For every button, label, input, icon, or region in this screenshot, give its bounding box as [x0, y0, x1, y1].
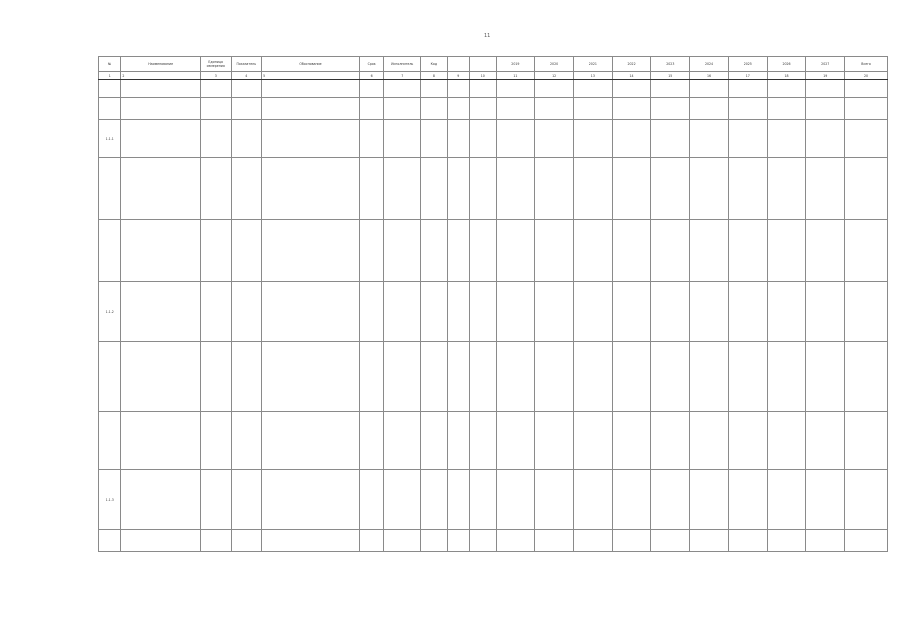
table-cell — [262, 282, 360, 342]
table-cell — [384, 342, 421, 412]
table-cell: 1.1.2 — [99, 282, 121, 342]
table-cell — [262, 158, 360, 220]
table-cell — [728, 80, 767, 98]
table-cell — [200, 80, 231, 98]
table-cell — [200, 282, 231, 342]
table-cell — [447, 282, 469, 342]
table-cell — [496, 158, 535, 220]
table-cell — [651, 158, 690, 220]
table-cell — [470, 158, 497, 220]
table-cell — [767, 342, 806, 412]
table-cell — [651, 412, 690, 470]
table-cell — [262, 412, 360, 470]
table-cell: 19 — [806, 72, 845, 80]
table-row — [99, 72, 888, 80]
table-cell — [384, 412, 421, 470]
table-cell — [728, 342, 767, 412]
table-cell — [806, 412, 845, 470]
table-cell — [728, 98, 767, 120]
table-cell — [200, 158, 231, 220]
table-cell — [651, 80, 690, 98]
table-cell — [447, 80, 469, 98]
table-cell — [651, 530, 690, 552]
table-cell — [421, 412, 448, 470]
table-cell — [421, 120, 448, 158]
table-cell — [573, 220, 612, 282]
table-cell — [612, 530, 651, 552]
column-header: Показатель — [231, 57, 262, 72]
table-cell — [99, 80, 121, 98]
table-cell — [573, 158, 612, 220]
table-cell — [447, 470, 469, 530]
table-cell — [690, 342, 729, 412]
table-cell — [421, 80, 448, 98]
table-cell — [99, 530, 121, 552]
table-cell: 10 — [470, 72, 497, 80]
table-cell — [231, 98, 262, 120]
table-cell — [651, 470, 690, 530]
column-header: 2026 — [767, 57, 806, 72]
table-cell — [767, 530, 806, 552]
table-cell — [612, 470, 651, 530]
table-cell — [767, 120, 806, 158]
table-cell — [121, 98, 201, 120]
table-cell — [845, 220, 888, 282]
table-cell — [231, 282, 262, 342]
column-header: Наименование — [121, 57, 201, 72]
table-cell — [806, 98, 845, 120]
table-cell — [384, 120, 421, 158]
table-cell — [121, 220, 201, 282]
table-cell — [384, 80, 421, 98]
table-cell — [200, 530, 231, 552]
table-cell — [231, 412, 262, 470]
table-cell — [690, 412, 729, 470]
table-row — [99, 98, 888, 120]
table-cell — [421, 158, 448, 220]
table-row — [99, 412, 888, 470]
table-cell — [262, 80, 360, 98]
table-cell — [359, 80, 383, 98]
table-cell — [384, 98, 421, 120]
table-cell — [359, 158, 383, 220]
table-cell — [612, 282, 651, 342]
table-cell — [690, 530, 729, 552]
table-cell — [535, 470, 574, 530]
table-cell — [447, 158, 469, 220]
table-cell — [651, 282, 690, 342]
table-cell — [535, 158, 574, 220]
table-cell — [651, 220, 690, 282]
table-cell — [535, 98, 574, 120]
table-cell — [573, 412, 612, 470]
table-cell — [535, 342, 574, 412]
column-header: 2021 — [573, 57, 612, 72]
table-row — [99, 220, 888, 282]
table-row — [99, 342, 888, 412]
table-cell — [806, 470, 845, 530]
table-cell — [121, 120, 201, 158]
table-cell: 11 — [496, 72, 535, 80]
table-cell — [496, 342, 535, 412]
table-cell — [231, 220, 262, 282]
table-cell — [806, 220, 845, 282]
table-cell: 17 — [728, 72, 767, 80]
column-header: № — [99, 57, 121, 72]
table-cell — [612, 220, 651, 282]
table-cell: 1 — [99, 72, 121, 80]
table-cell — [470, 342, 497, 412]
table-cell — [806, 120, 845, 158]
table-cell — [496, 120, 535, 158]
table-cell — [690, 98, 729, 120]
column-header: 2025 — [728, 57, 767, 72]
table-cell — [121, 530, 201, 552]
table-cell — [728, 220, 767, 282]
table-cell — [447, 412, 469, 470]
table-cell — [421, 282, 448, 342]
table-cell — [845, 120, 888, 158]
table-cell — [535, 412, 574, 470]
table-cell — [121, 342, 201, 412]
table-cell — [612, 342, 651, 412]
table-cell — [651, 98, 690, 120]
table-cell — [535, 220, 574, 282]
table-cell — [690, 120, 729, 158]
table-cell — [845, 342, 888, 412]
column-header: Единица измерения — [200, 57, 231, 72]
table-cell — [121, 282, 201, 342]
column-header: Код — [421, 57, 448, 72]
table-cell — [384, 158, 421, 220]
table-cell — [573, 470, 612, 530]
table-cell — [690, 470, 729, 530]
table-cell: 6 — [359, 72, 383, 80]
table-cell — [845, 470, 888, 530]
table-cell — [231, 80, 262, 98]
table-cell — [359, 282, 383, 342]
table-cell — [496, 98, 535, 120]
table-cell — [573, 98, 612, 120]
table-cell: 1.1.3 — [99, 470, 121, 530]
table-cell — [728, 412, 767, 470]
column-header: Обоснование — [262, 57, 360, 72]
table-cell — [262, 342, 360, 412]
table-cell — [200, 470, 231, 530]
table-cell — [359, 220, 383, 282]
table-cell — [262, 470, 360, 530]
table-cell — [767, 470, 806, 530]
column-header: 2024 — [690, 57, 729, 72]
table-cell — [470, 220, 497, 282]
table-cell: 7 — [384, 72, 421, 80]
table-cell — [535, 120, 574, 158]
column-header — [470, 57, 497, 72]
table-cell — [421, 470, 448, 530]
table-row — [99, 80, 888, 98]
table-cell — [200, 120, 231, 158]
table-cell: 5 — [262, 72, 360, 80]
table-cell — [535, 282, 574, 342]
table-cell — [262, 530, 360, 552]
table-cell — [690, 220, 729, 282]
table-cell — [121, 470, 201, 530]
table-cell — [359, 98, 383, 120]
table-cell — [728, 120, 767, 158]
table-cell — [573, 282, 612, 342]
table-cell — [806, 158, 845, 220]
table-cell — [262, 98, 360, 120]
table-cell — [231, 342, 262, 412]
table-cell — [470, 120, 497, 158]
table-cell — [99, 412, 121, 470]
table-cell: 13 — [573, 72, 612, 80]
table-cell — [651, 342, 690, 412]
table-cell — [200, 342, 231, 412]
table-row — [99, 530, 888, 552]
table-cell — [470, 80, 497, 98]
table-cell: 4 — [231, 72, 262, 80]
table-cell — [767, 412, 806, 470]
table-cell — [496, 80, 535, 98]
table-cell — [728, 158, 767, 220]
table-cell — [421, 98, 448, 120]
table-cell — [447, 220, 469, 282]
table-cell — [470, 470, 497, 530]
table-cell — [612, 158, 651, 220]
table-cell: 15 — [651, 72, 690, 80]
table-cell — [728, 530, 767, 552]
table-cell — [612, 80, 651, 98]
table-cell — [767, 220, 806, 282]
table-cell — [231, 530, 262, 552]
table-cell — [612, 120, 651, 158]
table-row — [99, 470, 888, 530]
column-header: Срок — [359, 57, 383, 72]
table-cell — [99, 158, 121, 220]
table-cell — [767, 80, 806, 98]
table-cell — [447, 530, 469, 552]
table-cell — [231, 470, 262, 530]
column-header: 2019 — [496, 57, 535, 72]
table-cell — [470, 412, 497, 470]
table-cell — [573, 530, 612, 552]
table-cell: 3 — [200, 72, 231, 80]
table-cell: 20 — [845, 72, 888, 80]
table-cell — [384, 220, 421, 282]
table-cell — [359, 530, 383, 552]
table-cell — [384, 282, 421, 342]
table-cell: 8 — [421, 72, 448, 80]
table-cell: 2 — [121, 72, 201, 80]
table-header-row — [99, 57, 888, 72]
table-cell — [845, 530, 888, 552]
table-cell — [767, 158, 806, 220]
page-number: 11 — [484, 33, 491, 39]
table-cell — [384, 470, 421, 530]
table-cell — [845, 282, 888, 342]
table-cell — [690, 158, 729, 220]
table-cell — [496, 220, 535, 282]
table-cell — [535, 530, 574, 552]
table-cell — [384, 530, 421, 552]
table-cell: 9 — [447, 72, 469, 80]
table-cell — [421, 530, 448, 552]
data-table — [98, 56, 888, 552]
table-cell — [359, 342, 383, 412]
table-body — [99, 72, 888, 552]
table-cell — [612, 98, 651, 120]
table-cell — [447, 98, 469, 120]
table-row — [99, 120, 888, 158]
table-cell — [200, 220, 231, 282]
table-cell — [651, 120, 690, 158]
table-cell — [99, 98, 121, 120]
table-cell — [767, 98, 806, 120]
table-cell — [262, 220, 360, 282]
table-cell — [359, 412, 383, 470]
table-cell — [845, 412, 888, 470]
table-cell — [421, 342, 448, 412]
table-cell — [496, 530, 535, 552]
table-cell — [421, 220, 448, 282]
table-cell — [121, 158, 201, 220]
table-cell: 12 — [535, 72, 574, 80]
column-header — [447, 57, 469, 72]
table-cell — [806, 80, 845, 98]
table-cell — [447, 342, 469, 412]
column-header: 2020 — [535, 57, 574, 72]
table-cell — [470, 282, 497, 342]
table-cell — [262, 120, 360, 158]
table-cell — [573, 80, 612, 98]
table-cell — [231, 158, 262, 220]
table-cell — [496, 470, 535, 530]
table-cell — [496, 282, 535, 342]
table-cell — [496, 412, 535, 470]
table-cell — [121, 412, 201, 470]
table-cell: 1.1.1 — [99, 120, 121, 158]
table-cell — [470, 98, 497, 120]
table-cell — [806, 342, 845, 412]
table-cell — [845, 80, 888, 98]
table-cell — [121, 80, 201, 98]
table-cell — [612, 412, 651, 470]
table-cell — [573, 342, 612, 412]
table-row — [99, 158, 888, 220]
table-cell — [690, 80, 729, 98]
column-header: 2027 — [806, 57, 845, 72]
table-cell: 16 — [690, 72, 729, 80]
table-cell — [447, 120, 469, 158]
table-cell — [728, 470, 767, 530]
table-cell — [845, 98, 888, 120]
table-cell — [200, 412, 231, 470]
table-cell — [767, 282, 806, 342]
column-header: 2022 — [612, 57, 651, 72]
table-cell — [359, 470, 383, 530]
table-cell — [728, 282, 767, 342]
table-cell — [470, 530, 497, 552]
table-cell — [690, 282, 729, 342]
table-row — [99, 282, 888, 342]
column-header: 2023 — [651, 57, 690, 72]
table-cell: 18 — [767, 72, 806, 80]
table-cell — [99, 342, 121, 412]
column-header: Всего — [845, 57, 888, 72]
table-cell — [231, 120, 262, 158]
table-cell — [573, 120, 612, 158]
table-cell — [99, 220, 121, 282]
table-cell — [806, 530, 845, 552]
table-cell — [359, 120, 383, 158]
table-cell — [200, 98, 231, 120]
column-header: Исполнитель — [384, 57, 421, 72]
table-cell — [535, 80, 574, 98]
table-cell — [806, 282, 845, 342]
table-cell — [845, 158, 888, 220]
table-cell: 14 — [612, 72, 651, 80]
